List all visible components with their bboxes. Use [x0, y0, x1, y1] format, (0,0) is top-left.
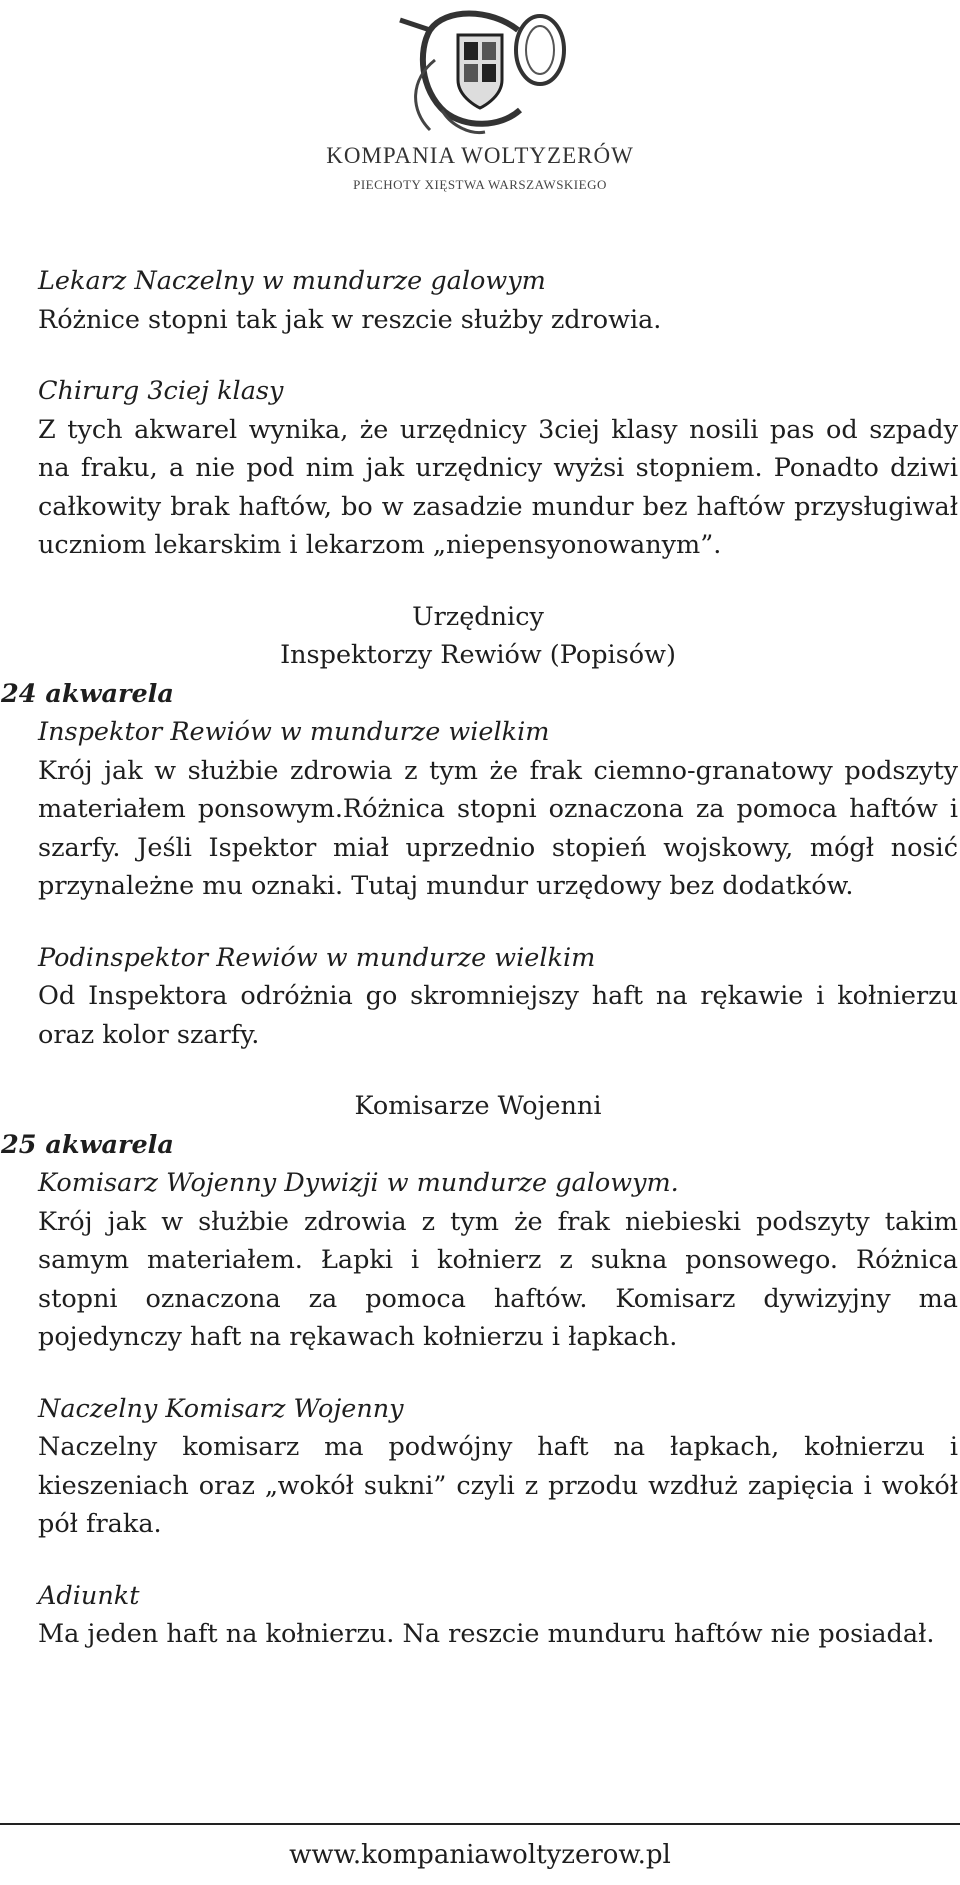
document-body	[1, 262, 958, 1654]
chirurg-body: Z tych akwarel wynika, że urzędnicy 3ciej klasy nosili pas od szpady na fraku, a nie pod nim jak urzędnicy wyżsi stopniem. Ponadto dziwi całkowity brak haftów, bo w zasadzie mundur bez haftów przysługiwał uczniom lekarskim i lekarzom „niepensyonowanym”.	[38, 414, 958, 560]
akwarela-24-label: 24 akwarela	[1, 678, 174, 709]
lekarz-heading: Lekarz Naczelny w mundurze galowym	[38, 266, 546, 296]
adiunkt-heading: Adiunkt	[38, 1580, 140, 1611]
urzednicy-subtitle: Inspektorzy Rewiów (Popisów)	[280, 640, 676, 670]
naczelny-heading: Naczelny Komisarz Wojenny	[38, 1393, 404, 1424]
lekarz-body: Różnice stopni tak jak w reszcie służby zdrowia.	[38, 304, 662, 335]
footer-divider	[0, 1823, 960, 1825]
logo-subtitle: PIECHOTY XIĘSTWA WARSZAWSKIEGO	[353, 177, 607, 192]
podinspektor-heading: Podinspektor Rewiów w mundurze wielkim	[38, 942, 596, 973]
komisarz-dywizji-heading: Komisarz Wojenny Dywizji w mundurze galowym.	[38, 1168, 679, 1198]
komisarze-title: Komisarze Wojenni	[354, 1091, 602, 1121]
inspektor-body: Krój jak w służbie zdrowia z tym że frak ciemno-granatowy podszyty materiałem ponsowym.Różnica stopni oznaczona za pomoca haftów i szarfy. Jeśli Ispektor miał uprzednio stopień wojskowy, mógł nosić przynależne mu oznaki. Tutaj mundur urzędowy bez dodatków.	[38, 755, 958, 901]
naczelny-body: Naczelny komisarz ma podwójny haft na łapkach, kołnierzu i kieszeniach oraz „wokół sukni” czyli z przodu wzdłuż zapięcia i wokół pół fraka.	[38, 1432, 958, 1539]
adiunkt-body: Ma jeden haft na kołnierzu. Na reszcie munduru haftów nie posiadał.	[38, 1619, 935, 1649]
company-logo	[300, 0, 660, 200]
footer-url-link[interactable]: www.kompaniawoltyzerow.pl	[289, 1840, 671, 1870]
logo-title: KOMPANIA WOLTYZERÓW	[326, 143, 634, 168]
akwarela-25-label: 25 akwarela	[1, 1129, 174, 1160]
podinspektor-body: Od Inspektora odróżnia go skromniejszy haft na rękawie i kołnierzu oraz kolor szarfy.	[38, 981, 958, 1050]
inspektor-heading: Inspektor Rewiów w mundurze wielkim	[38, 717, 550, 747]
chirurg-heading: Chirurg 3ciej klasy	[38, 376, 284, 406]
hunting-horn-emblem	[390, 0, 570, 140]
komisarz-dywizji-body: Krój jak w służbie zdrowia z tym że frak niebieski podszyty takim samym materiałem. Łapki i kołnierz z sukna ponsowego. Różnica stopni oznaczona za pomoca haftów. Komisarz dywizyjny ma pojedynczy haft na rękawach kołnierzu i łapkach.	[38, 1206, 958, 1352]
urzednicy-title: Urzędnicy	[412, 601, 544, 632]
